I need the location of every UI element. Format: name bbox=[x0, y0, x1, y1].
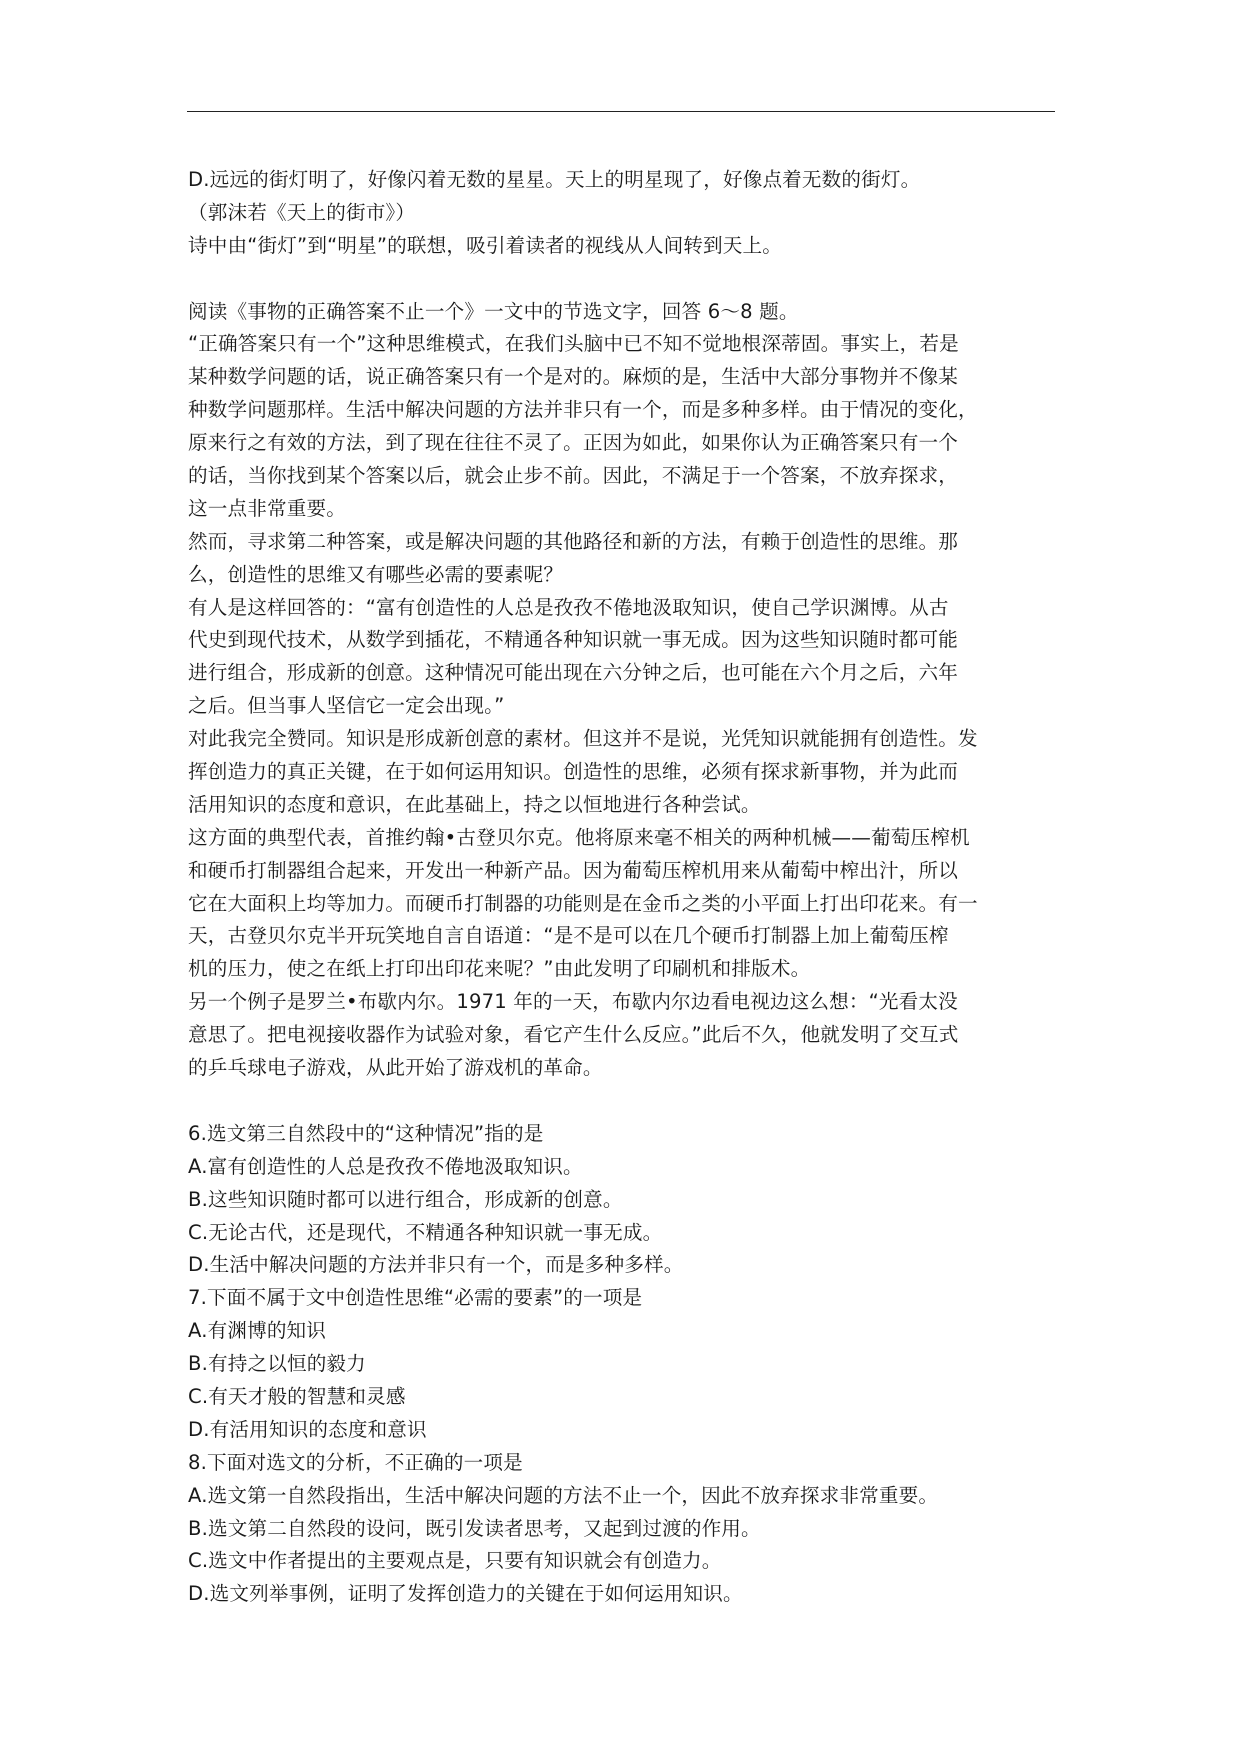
passage-line: 对此我完全赞同。知识是形成新创意的素材。但这并不是说，光凭知识就能拥有创造性。发 bbox=[188, 727, 978, 751]
passage-line: 机的压力，使之在纸上打印出印花来呢？”由此发明了印刷机和排版术。 bbox=[188, 957, 811, 981]
paragraph-gap bbox=[188, 1085, 1058, 1118]
passage-line: 代史到现代技术，从数学到插花，不精通各种知识就一事无成。因为这些知识随时都可能 bbox=[188, 628, 959, 652]
question-line: 7.下面不属于文中创造性思维“必需的要素”的一项是 bbox=[188, 1286, 643, 1310]
question-line: 8.下面对选文的分析，不正确的一项是 bbox=[188, 1450, 523, 1474]
passage-line: 阅读《事物的正确答案不止一个》一文中的节选文字，回答 6～8 题。 bbox=[188, 299, 799, 323]
document-body bbox=[188, 164, 1058, 1611]
passage-line: 和硬币打制器组合起来，开发出一种新产品。因为葡萄压榨机用来从葡萄中榨出汁，所以 bbox=[188, 858, 959, 882]
passage-line: 这一点非常重要。 bbox=[188, 496, 346, 520]
question-line: B.这些知识随时都可以进行组合，形成新的创意。 bbox=[188, 1187, 623, 1211]
header-rule bbox=[187, 111, 1055, 112]
question-line: C.选文中作者提出的主要观点是，只要有知识就会有创造力。 bbox=[188, 1549, 722, 1573]
passage-line: 挥创造力的真正关键，在于如何运用知识。创造性的思维，必须有探求新事物，并为此而 bbox=[188, 760, 959, 784]
intro-line: （郭沫若《天上的街市》） bbox=[188, 200, 416, 224]
question-line: A.选文第一自然段指出，生活中解决问题的方法不止一个，因此不放弃探求非常重要。 bbox=[188, 1483, 939, 1507]
passage-line: 有人是这样回答的：“富有创造性的人总是孜孜不倦地汲取知识，使自己学识渊博。从古 bbox=[188, 595, 949, 619]
question-line: D.选文列举事例，证明了发挥创造力的关键在于如何运用知识。 bbox=[188, 1582, 743, 1606]
passage-line: 进行组合，形成新的创意。这种情况可能出现在六分钟之后，也可能在六个月之后，六年 bbox=[188, 661, 959, 685]
passage-line: 另一个例子是罗兰•布歇内尔。1971 年的一天，布歇内尔边看电视边这么想：“光看太没 bbox=[188, 990, 958, 1014]
passage-line: 某种数学问题的话，说正确答案只有一个是对的。麻烦的是，生活中大部分事物并不像某 bbox=[188, 365, 959, 389]
question-line: D.有活用知识的态度和意识 bbox=[188, 1417, 427, 1441]
passage-line: 种数学问题那样。生活中解决问题的方法并非只有一个，而是多种多样。由于情况的变化， bbox=[188, 398, 978, 422]
intro-line: 诗中由“街灯”到“明星”的联想，吸引着读者的视线从人间转到天上。 bbox=[188, 233, 783, 257]
question-line: C.有天才般的智慧和灵感 bbox=[188, 1384, 406, 1408]
question-list bbox=[188, 1118, 1058, 1611]
passage-line: 原来行之有效的方法，到了现在往往不灵了。正因为如此，如果你认为正确答案只有一个 bbox=[188, 431, 959, 455]
passage-line: 么，创造性的思维又有哪些必需的要素呢？ bbox=[188, 562, 564, 586]
question-line: A.富有创造性的人总是孜孜不倦地汲取知识。 bbox=[188, 1154, 583, 1178]
passage-line: 之后。但当事人坚信它一定会出现。” bbox=[188, 694, 505, 718]
passage-line: 然而，寻求第二种答案，或是解决问题的其他路径和新的方法，有赖于创造性的思维。那 bbox=[188, 529, 959, 553]
question-line: C.无论古代，还是现代，不精通各种知识就一事无成。 bbox=[188, 1220, 663, 1244]
passage-line: “正确答案只有一个”这种思维模式，在我们头脑中已不知不觉地根深蒂固。事实上，若是 bbox=[188, 332, 959, 356]
question-line: 6.选文第三自然段中的“这种情况”指的是 bbox=[188, 1121, 544, 1145]
passage-line: 天，古登贝尔克半开玩笑地自言自语道：“是不是可以在几个硬币打制器上加上葡萄压榨 bbox=[188, 924, 949, 948]
reading-passage bbox=[188, 296, 1058, 1085]
passage-line: 它在大面积上均等加力。而硬币打制器的功能则是在金币之类的小平面上打出印花来。有一 bbox=[188, 891, 978, 915]
intro-section bbox=[188, 164, 1058, 263]
passage-line: 活用知识的态度和意识，在此基础上，持之以恒地进行各种尝试。 bbox=[188, 792, 761, 816]
question-line: A.有渊博的知识 bbox=[188, 1319, 327, 1343]
passage-line: 意思了。把电视接收器作为试验对象，看它产生什么反应。”此后不久，他就发明了交互式 bbox=[188, 1023, 959, 1047]
question-line: B.选文第二自然段的设问，既引发读者思考，又起到过渡的作用。 bbox=[188, 1516, 761, 1540]
paragraph-gap bbox=[188, 263, 1058, 296]
question-line: D.生活中解决问题的方法并非只有一个，而是多种多样。 bbox=[188, 1253, 684, 1277]
passage-line: 的话，当你找到某个答案以后，就会止步不前。因此，不满足于一个答案，不放弃探求， bbox=[188, 464, 959, 488]
question-line: B.有持之以恒的毅力 bbox=[188, 1352, 366, 1376]
passage-line: 这方面的典型代表，首推约翰•古登贝尔克。他将原来毫不相关的两种机械——葡萄压榨机 bbox=[188, 825, 970, 849]
intro-line: D.远远的街灯明了，好像闪着无数的星星。天上的明星现了，好像点着无数的街灯。 bbox=[188, 168, 921, 191]
passage-line: 的乒乓球电子游戏，从此开始了游戏机的革命。 bbox=[188, 1056, 603, 1080]
